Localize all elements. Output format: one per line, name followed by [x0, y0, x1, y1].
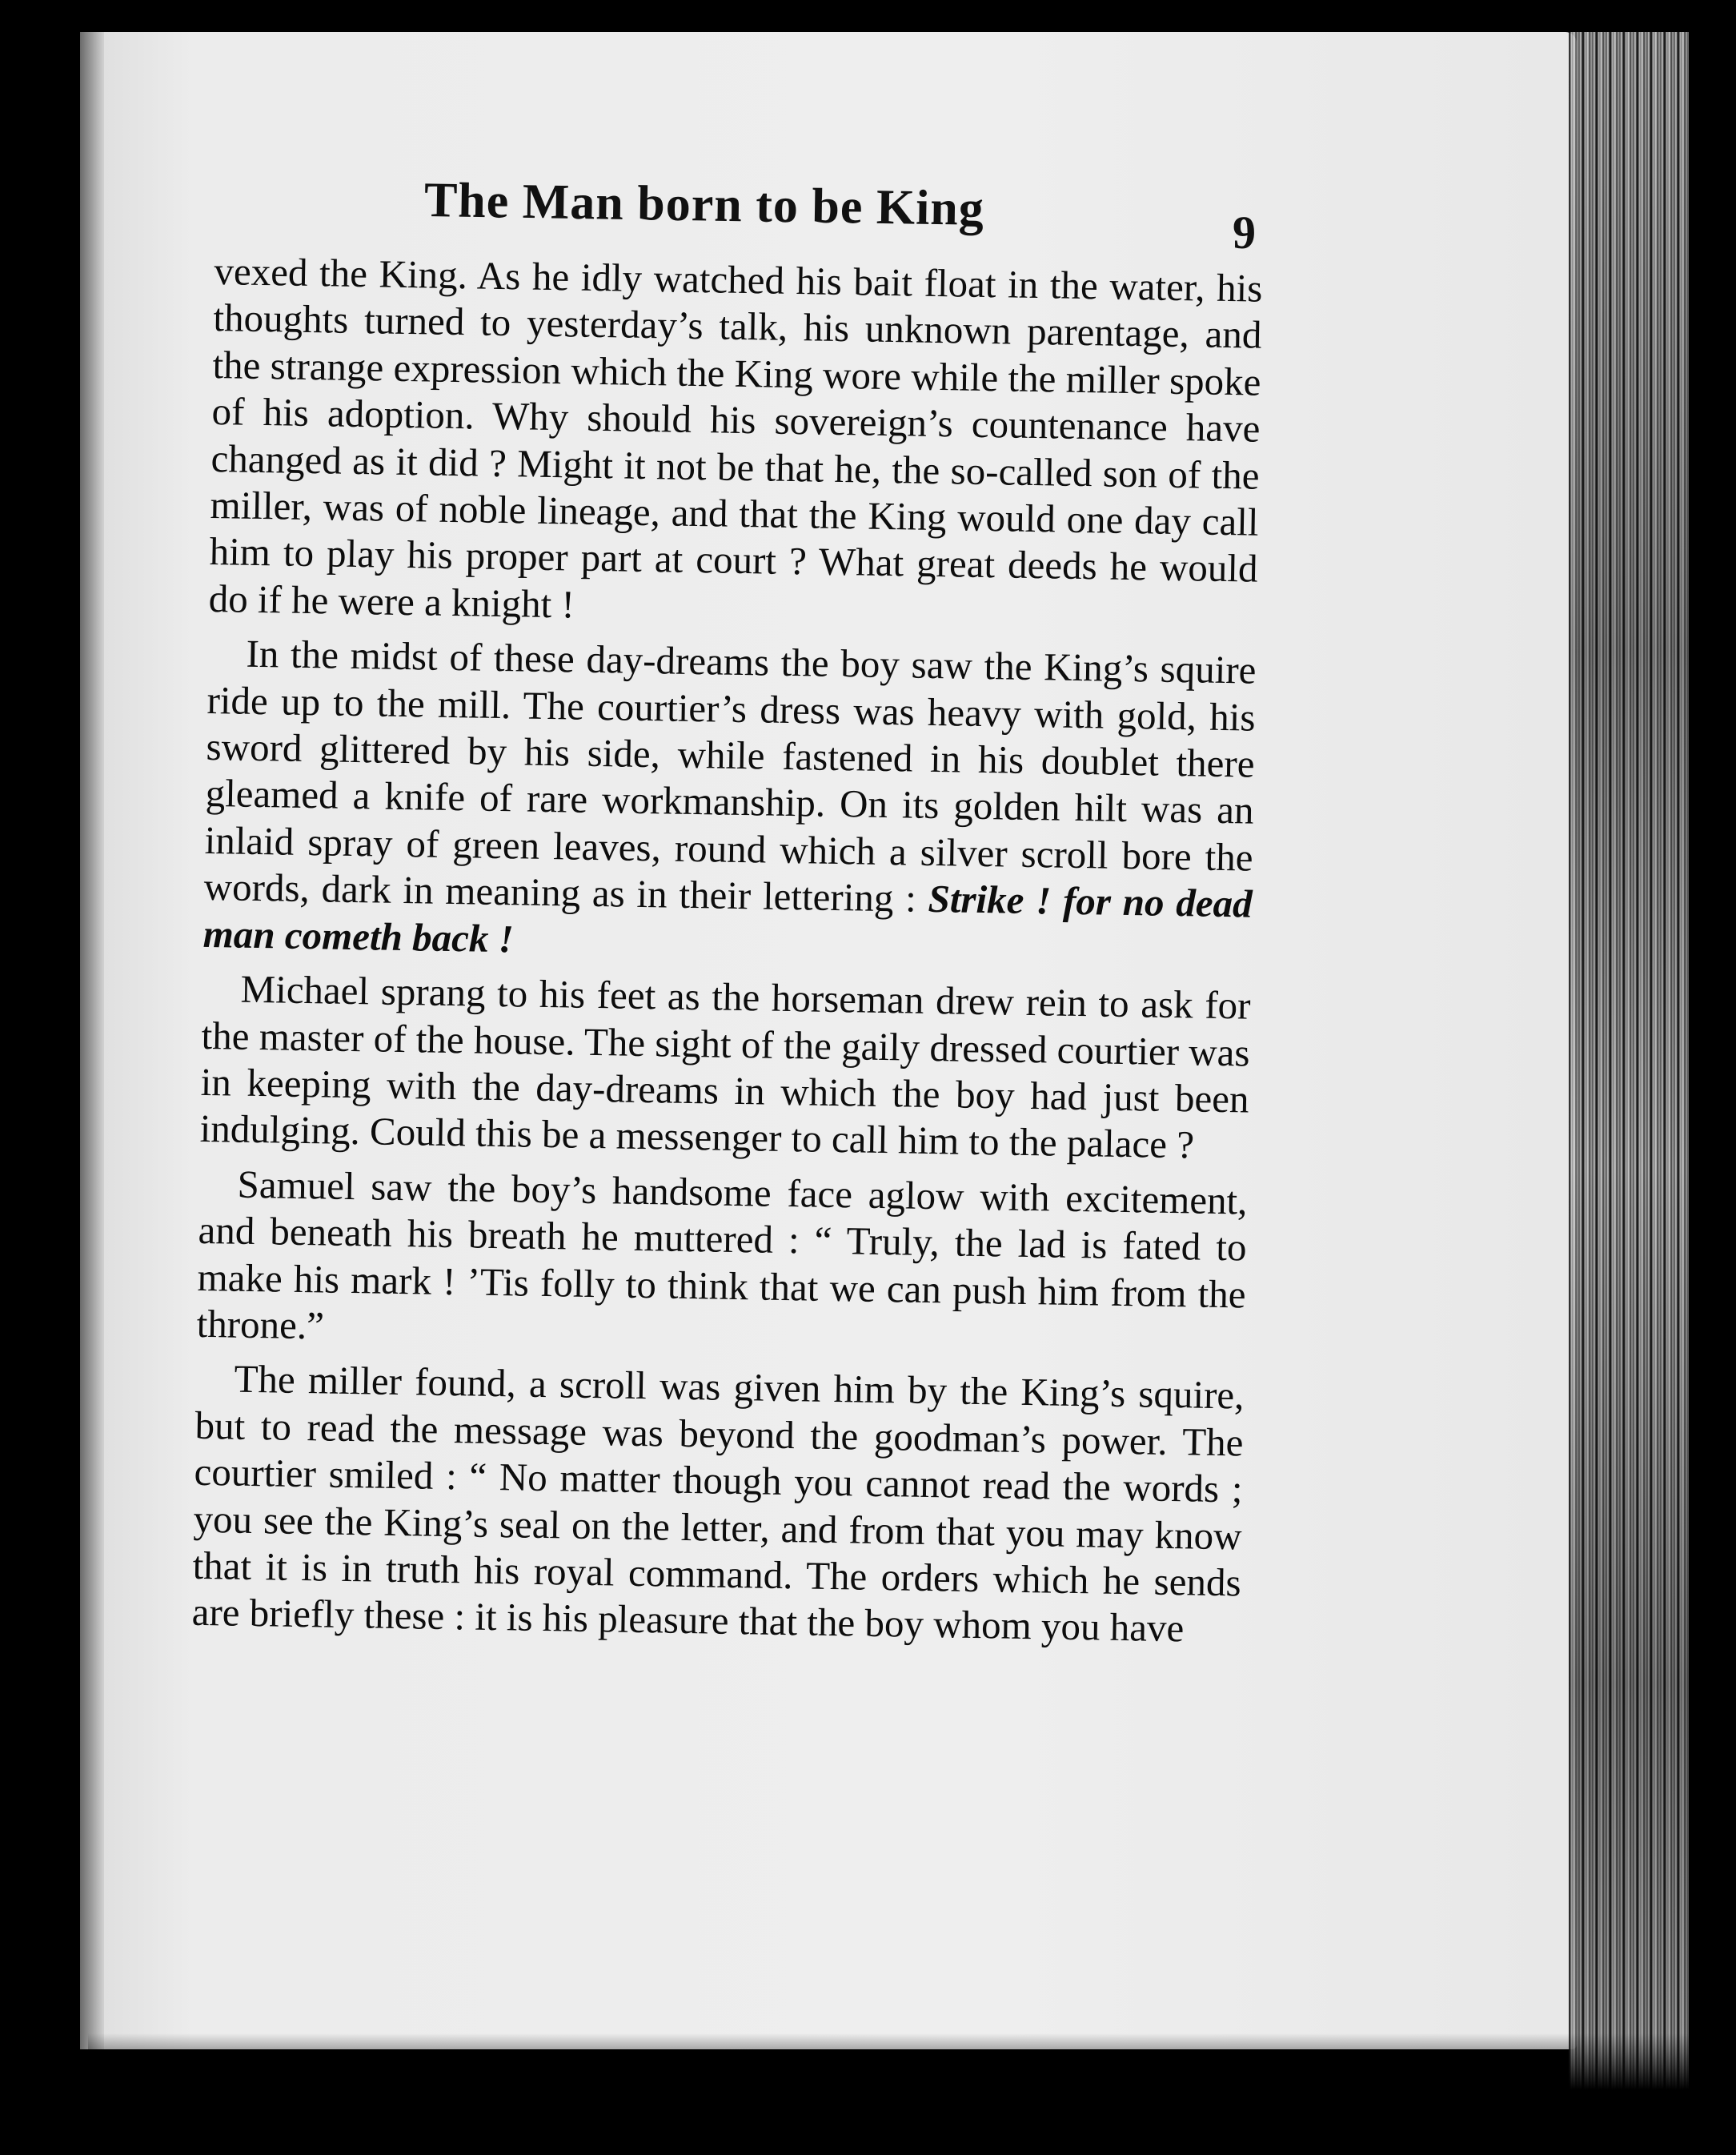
paragraph: Samuel saw the boy’s handsome face aglow with excitement, and beneath his breath he muttered : “ Truly, the lad is fated to make his mark ! ’Tis folly to think that we can push him from the throne.” — [196, 1162, 1248, 1348]
running-head — [423, 172, 1505, 259]
paragraph-text: In the midst of these day-dreams the boy saw the King’s squire ride up to the mill. The courtier’s dress was heavy with gold, his sword glittered by his side, while fastened in his doublet there gleamed a knife of rare workmanship. On its golden hilt was an inlaid spray of green leaves, round which a silver scroll bore the words, dark in meaning as in their lettering : — [203, 631, 1257, 921]
book-gutter — [80, 32, 107, 2049]
running-title: The Man born to be King — [423, 173, 985, 236]
body-text — [191, 248, 1263, 1661]
scan-border-bottom — [88, 2033, 1697, 2113]
scan-border-left — [0, 0, 88, 2155]
paragraph: The miller found, a scroll was given him by the King’s squire, but to read the message was beyond the goodman’s power. The courtier smiled : “ No matter though you cannot read the words ; you see the King’s seal on the letter, and from that you may know that it is in truth his royal command. The orders which he sends are briefly these : it is his pleasure that the boy whom you have — [191, 1356, 1245, 1651]
page-number: 9 — [1233, 207, 1256, 259]
knife-motto: Strike ! for no dead man cometh back ! — [202, 877, 1253, 961]
page-leaf-edges-shading — [1569, 32, 1689, 2097]
paragraph — [202, 630, 1257, 975]
paragraph: Michael sprang to his feet as the horseman drew rein to ask for the master of the house. The sight of the gaily dressed courtier was in keeping with the day-dreams in which the boy had just been indulging. Could this be a messenger to call him to the palace ? — [199, 966, 1251, 1167]
paragraph: vexed the King. As he idly watched his bait float in the water, his thoughts turned to yesterday’s talk, his unknown parentage, and the strange expression which the King wore while the miller spoke of his adoption. Why should his sovereign’s countenance have changed as it did ? Might it not be that he, the so-called son of the miller, was of noble lineage, and that the King would one day call him to play his proper part at court ? What great deeds he would do if he were a knight ! — [208, 248, 1263, 627]
